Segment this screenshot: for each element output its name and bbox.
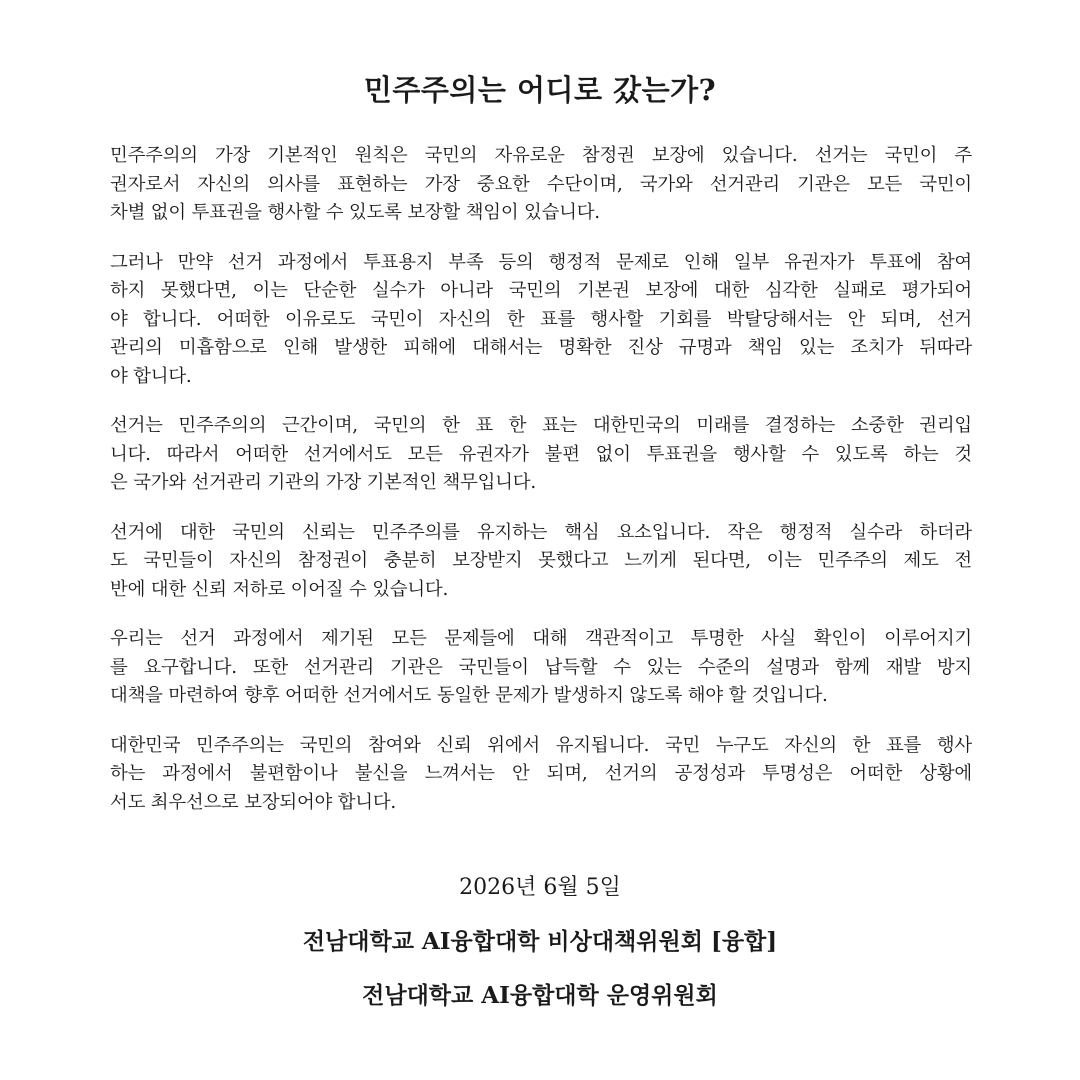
paragraph-line: 니다. 따라서 어떠한 선거에서도 모든 유권자가 불편 없이 투표권을 행사할 수 있도록 하는 것 (110, 443, 972, 465)
paragraph-line: 야 합니다. (110, 365, 192, 387)
paragraph-line: 선거는 민주주의의 근간이며, 국민의 한 표 한 표는 대한민국의 미래를 결정하는 소중한 권리입 (110, 415, 972, 436)
paragraph-4 (110, 519, 972, 605)
paragraph-line: 서도 최우선으로 보장되어야 합니다. (110, 791, 397, 813)
paragraph-2 (110, 249, 972, 392)
document-date: 2026년 6월 5일 (459, 875, 621, 900)
paragraph-line: 대책을 마련하여 향후 어떠한 선거에서도 동일한 문제가 발생하지 않도록 해야 할 것입니다. (110, 685, 828, 706)
paragraph-line: 우리는 선거 과정에서 제기된 모든 문제들에 대해 객관적이고 투명한 사실 확인이 이루어지기 (110, 628, 972, 649)
paragraph-line: 관리의 미흡함으로 인해 발생한 피해에 대해서는 명확한 진상 규명과 책임 있는 조치가 뒤따라 (110, 337, 972, 358)
document-title: 민주주의는 어디로 갔는가? (363, 73, 717, 107)
paragraph-line: 민주주의의 가장 기본적인 원칙은 국민의 자유로운 참정권 보장에 있습니다. 선거는 국민이 주 (110, 145, 972, 166)
paragraph-line: 도 국민들이 자신의 참정권이 충분히 보장받지 못했다고 느끼게 된다면, 이는 민주주의 제도 전 (110, 550, 972, 571)
paragraph-line: 야 합니다. 어떠한 이유로도 국민이 자신의 한 표를 행사할 기회를 박탈당해서는 안 되며, 선거 (110, 308, 972, 330)
paragraph-line: 대한민국 민주주의는 국민의 참여와 신뢰 위에서 유지됩니다. 국민 누구도 자신의 한 표를 행사 (110, 734, 972, 756)
paragraph-line: 그러나 만약 선거 과정에서 투표용지 부족 등의 행정적 문제로 인해 일부 유권자가 투표에 참여 (110, 251, 972, 273)
document-body (110, 142, 972, 838)
paragraph-5 (110, 625, 972, 711)
paragraph-line: 권자로서 자신의 의사를 표현하는 가장 중요한 수단이며, 국가와 선거관리 기관은 모든 국민이 (110, 173, 972, 195)
paragraph-line: 하는 과정에서 불편함이나 불신을 느껴서는 안 되며, 선거의 공정성과 투명성은 어떠한 상황에 (110, 763, 972, 784)
paragraph-6 (110, 732, 972, 818)
signatory-emergency-committee: 전남대학교 AI융합대학 비상대책위원회 [융합] (302, 928, 778, 955)
paragraph-line: 를 요구합니다. 또한 선거관리 기관은 국민들이 납득할 수 있는 수준의 설명과 함께 재발 방지 (110, 656, 972, 678)
paragraph-line: 반에 대한 신뢰 저하로 이어질 수 있습니다. (110, 578, 449, 600)
paragraph-line: 선거에 대한 국민의 신뢰는 민주주의를 유지하는 핵심 요소입니다. 작은 행정적 실수라 하더라 (110, 521, 972, 543)
paragraph-line: 은 국가와 선거관리 기관의 가장 기본적인 책무입니다. (110, 472, 536, 493)
signatory-steering-committee: 전남대학교 AI융합대학 운영위원회 (362, 982, 718, 1009)
paragraph-1 (110, 142, 972, 228)
paragraph-3 (110, 412, 972, 498)
paragraph-line: 하지 못했다면, 이는 단순한 실수가 아니라 국민의 기본권 보장에 대한 심각한 실패로 평가되어 (110, 280, 972, 301)
paragraph-line: 차별 없이 투표권을 행사할 수 있도록 보장할 책임이 있습니다. (110, 202, 600, 223)
